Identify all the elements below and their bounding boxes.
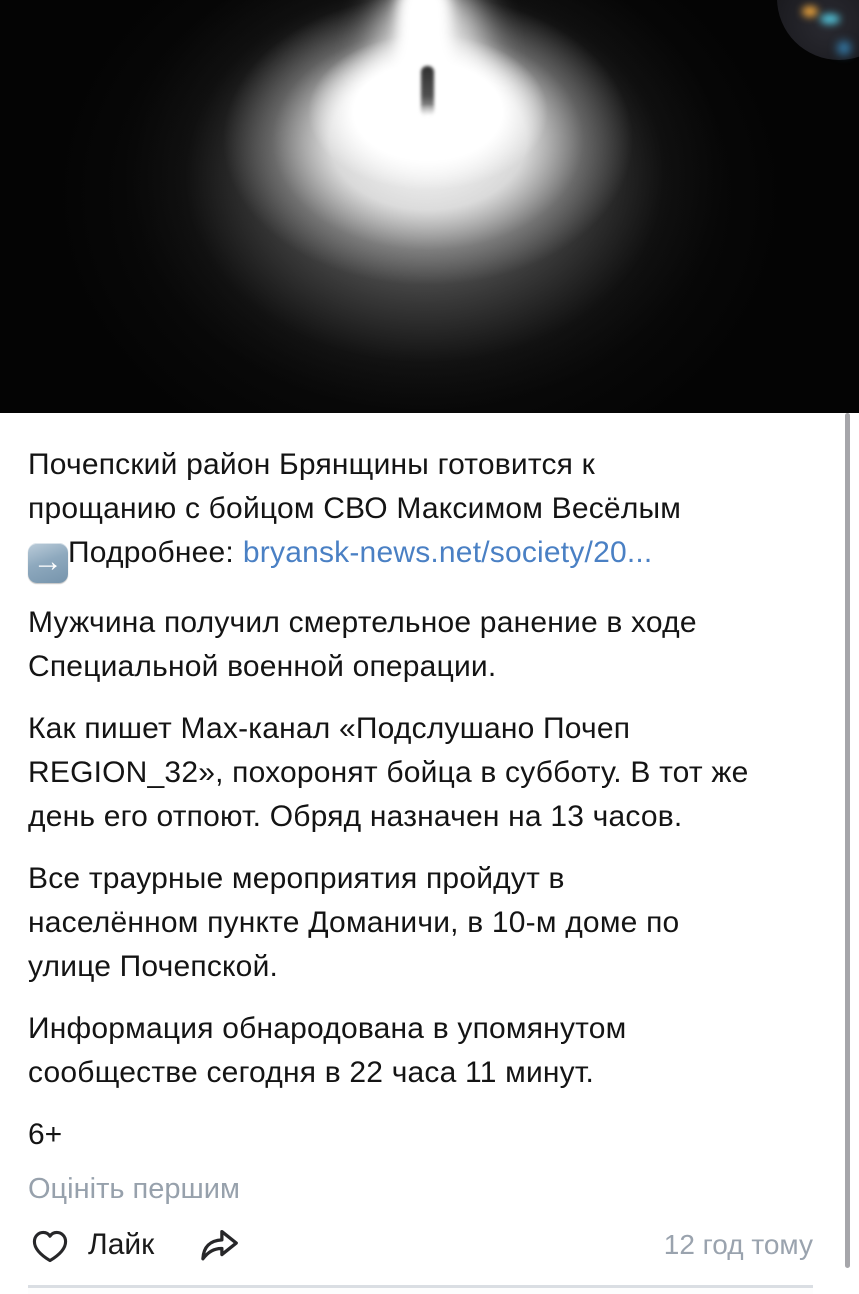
corner-avatar-spark (820, 14, 840, 24)
paragraph-line: Все траурные мероприятия пройдут в (28, 862, 565, 895)
post-image[interactable] (0, 0, 859, 413)
paragraph-line: день его отпоют. Обряд назначен на 13 часов. (28, 800, 683, 833)
post-action-bar (28, 1219, 813, 1271)
lead-line: прощанию с бойцом СВО Максимом Весёлым (28, 492, 682, 525)
share-button[interactable] (196, 1222, 242, 1268)
post-paragraph (28, 707, 813, 839)
post-text-lead (28, 443, 813, 583)
paragraph-line: Информация обнародована в упомянутом (28, 1012, 627, 1045)
lead-line: Почепский район Брянщины готовится к (28, 448, 595, 481)
post-paragraph (28, 601, 813, 689)
post-paragraph (28, 857, 813, 989)
paragraph-line: Специальной военной операции. (28, 650, 497, 683)
paragraph-line: улице Почепской. (28, 950, 279, 983)
bottom-divider (28, 1285, 813, 1294)
read-more-label: Подробнее: (68, 536, 234, 569)
lead-cta-line (28, 531, 813, 583)
like-button[interactable] (28, 1223, 154, 1267)
paragraph-line: населённом пункте Доманичи, в 10-м доме по (28, 906, 680, 939)
corner-avatar-spark (802, 6, 818, 17)
corner-avatar-spark (838, 42, 850, 54)
read-more-link[interactable]: bryansk-news.net/society/20... (242, 536, 653, 569)
right-arrow-emoji: → (28, 543, 68, 583)
post-paragraph (28, 1007, 813, 1095)
rate-first-prompt[interactable]: Оцініть першим (28, 1173, 240, 1205)
heart-icon (28, 1223, 72, 1267)
post-content (0, 413, 859, 1294)
paragraph-line: Как пишет Мах-канал «Подслушано Почеп (28, 712, 631, 745)
like-button-label: Лайк (88, 1228, 155, 1261)
paragraph-line: сообществе сегодня в 22 часа 11 минут. (28, 1056, 595, 1089)
post-timestamp: 12 год тому (663, 1229, 813, 1260)
scrollbar[interactable] (845, 413, 850, 1268)
candle-wick-glow (408, 104, 448, 130)
age-rating-badge: 6+ (28, 1118, 63, 1151)
paragraph-line: Мужчина получил смертельное ранение в ходе (28, 606, 697, 639)
paragraph-line: REGION_32», похоронят бойца в субботу. В тот же (28, 756, 749, 789)
share-arrow-icon (196, 1222, 242, 1268)
